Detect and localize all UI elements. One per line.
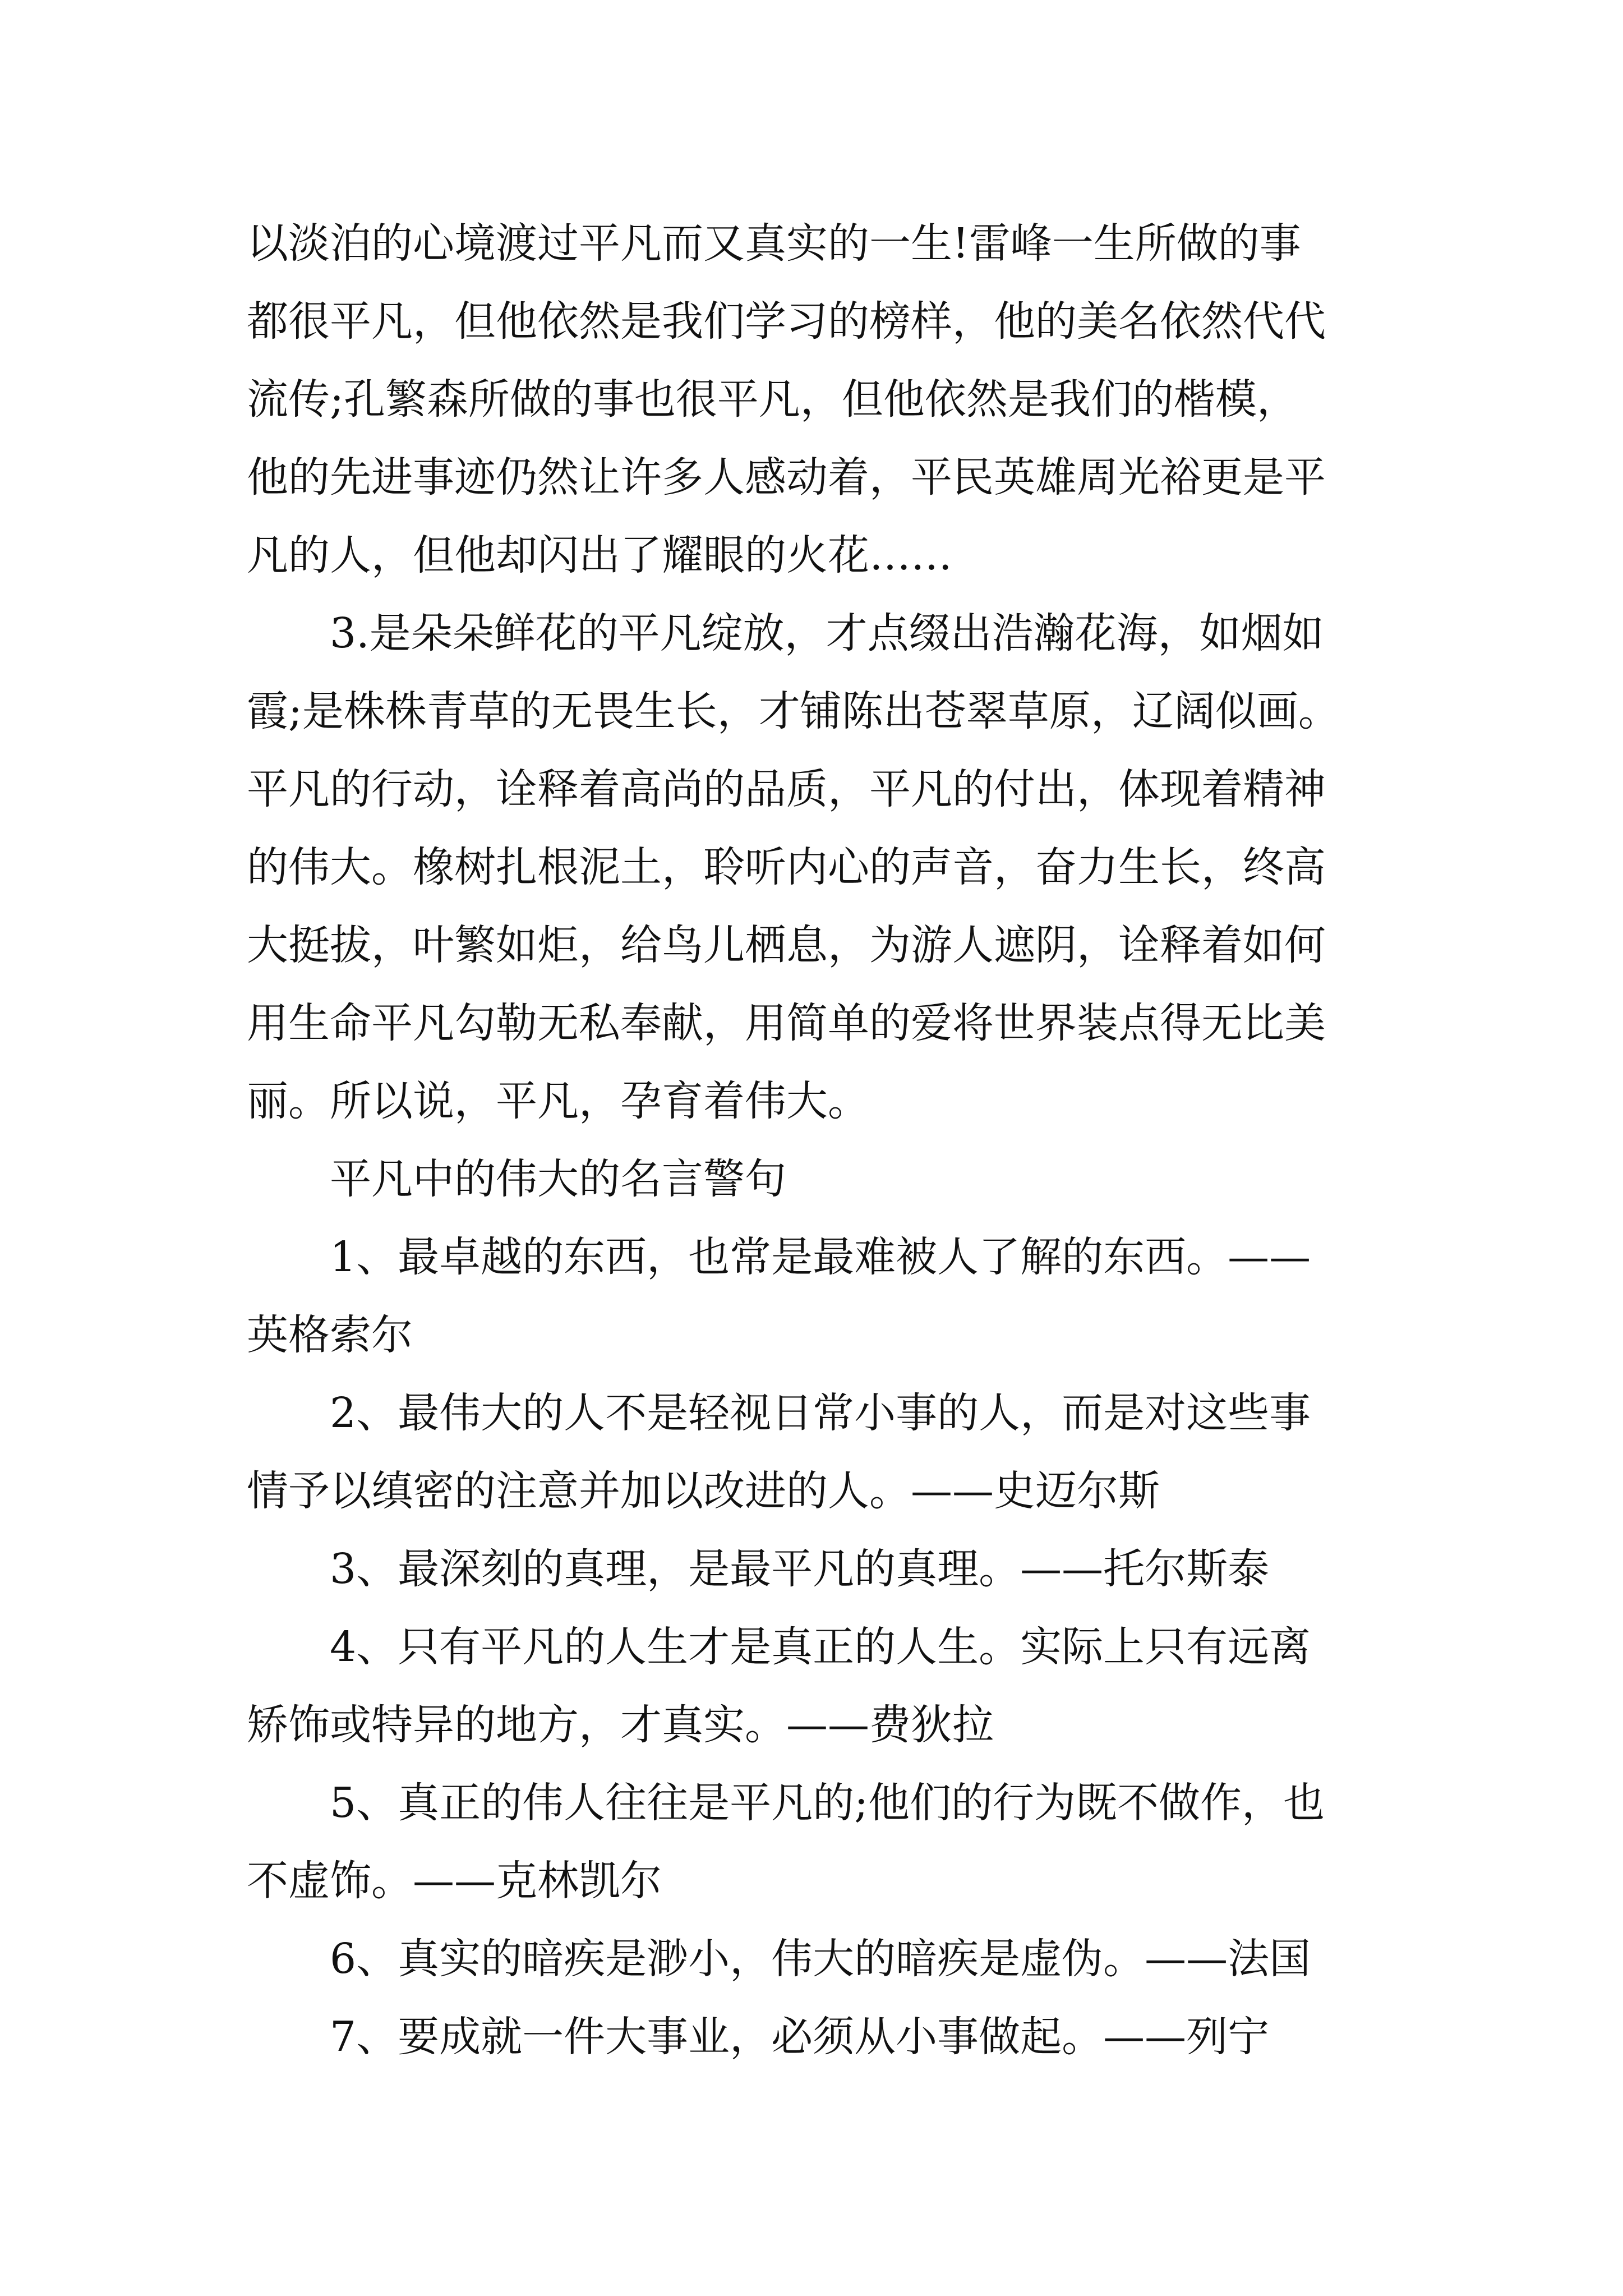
text-line: 用生命平凡勾勒无私奉献，用简单的爱将世界装点得无比美 bbox=[247, 999, 1326, 1047]
quote-1: 1、最卓越的东西，也常是最难被人了解的东西。—— bbox=[330, 1233, 1311, 1281]
quote-2: 2、最伟大的人不是轻视日常小事的人，而是对这些事 bbox=[330, 1389, 1311, 1437]
text-line: 流传;孔繁森所做的事也很平凡，但他依然是我们的楷模， bbox=[247, 375, 1298, 424]
text-line: 的伟大。橡树扎根泥土，聆听内心的声音，奋力生长，终高 bbox=[247, 843, 1326, 891]
quote-6: 6、真实的暗疾是渺小，伟大的暗疾是虚伪。——法国 bbox=[330, 1935, 1311, 1983]
quote-5: 5、真正的伟人往往是平凡的;他们的行为既不做作，也 bbox=[330, 1779, 1325, 1827]
quote-4: 4、只有平凡的人生才是真正的人生。实际上只有远离 bbox=[330, 1623, 1311, 1671]
text-line: 平凡的行动，诠释着高尚的品质，平凡的付出，体现着精神 bbox=[247, 765, 1326, 813]
quote-5-continued: 不虚饰。——克林凯尔 bbox=[247, 1857, 662, 1905]
quote-1-continued: 英格索尔 bbox=[247, 1311, 413, 1359]
text-line: 都很平凡，但他依然是我们学习的榜样，他的美名依然代代 bbox=[247, 297, 1326, 346]
text-line: 以淡泊的心境渡过平凡而又真实的一生!雷峰一生所做的事 bbox=[247, 219, 1301, 268]
text-line: 他的先进事迹仍然让许多人感动着，平民英雄周光裕更是平 bbox=[247, 453, 1326, 501]
document-body bbox=[247, 205, 1391, 2076]
text-line: 大挺拔，叶繁如炬，给鸟儿栖息，为游人遮阴，诠释着如何 bbox=[247, 921, 1326, 969]
paragraph-3-start: 3.是朵朵鲜花的平凡绽放，才点缀出浩瀚花海，如烟如 bbox=[330, 609, 1324, 657]
text-line: 霞;是株株青草的无畏生长，才铺陈出苍翠草原，辽阔似画。 bbox=[247, 687, 1340, 735]
quote-2-continued: 情予以缜密的注意并加以改进的人。——史迈尔斯 bbox=[247, 1467, 1160, 1515]
quote-3: 3、最深刻的真理，是最平凡的真理。——托尔斯泰 bbox=[330, 1545, 1270, 1593]
quote-4-continued: 矫饰或特异的地方，才真实。——费狄拉 bbox=[247, 1701, 994, 1749]
text-line: 凡的人，但他却闪出了耀眼的火花…… bbox=[247, 531, 952, 579]
quote-7: 7、要成就一件大事业，必须从小事做起。——列宁 bbox=[330, 2013, 1270, 2061]
section-heading: 平凡中的伟大的名言警句 bbox=[330, 1155, 786, 1203]
text-line: 丽。所以说，平凡，孕育着伟大。 bbox=[247, 1077, 869, 1125]
